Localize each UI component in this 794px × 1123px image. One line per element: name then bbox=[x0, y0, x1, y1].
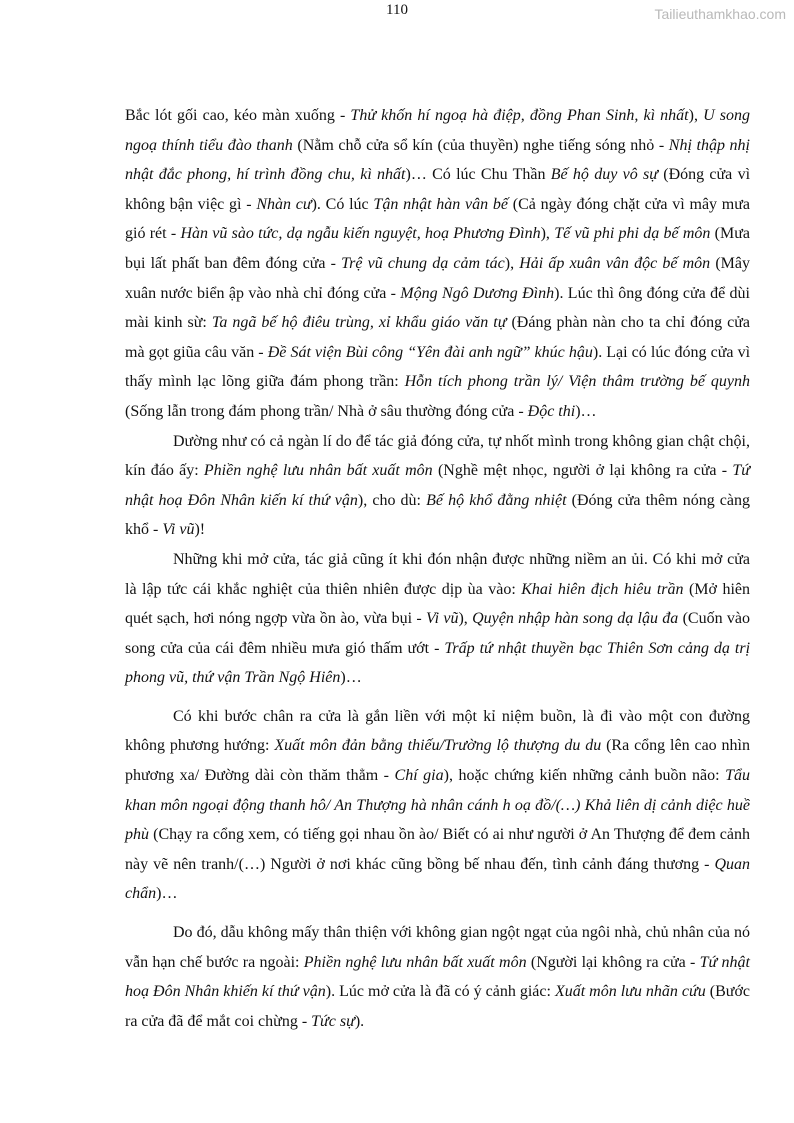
italic-quote-text: Ta ngã bế hộ điêu trùng, xỉ khẩu giáo văn tự bbox=[211, 314, 507, 332]
paragraph bbox=[125, 101, 750, 427]
page-number: 110 bbox=[386, 2, 408, 18]
body-text-segment: )… bbox=[340, 669, 362, 687]
italic-quote-text: Mộng Ngô Dương Đình bbox=[400, 284, 555, 302]
body-text-segment: (Chạy ra cổng xem, có tiếng gọi nhau ồn ào/ Biết có ai như người ở An Thượng để đem cảnh này vẽ nên tranh/(…) Người ở nơi khác cũng bồng bế nhau đến, tình cảnh đáng thương - bbox=[125, 826, 750, 873]
body-text-segment: (Người lại không ra cửa - bbox=[526, 953, 700, 971]
italic-quote-text: Đề Sát viện Bùi công “Yên đài anh ngữ” khúc hậu bbox=[267, 343, 593, 361]
body-text-segment: )… bbox=[575, 402, 597, 420]
body-text-segment: ), bbox=[688, 107, 704, 124]
body-text-segment: Bắc lót gối cao, kéo màn xuống - bbox=[125, 107, 351, 124]
body-text-segment: ). Lúc thì ông đóng cửa để dùi mài kinh sừ: bbox=[125, 284, 750, 332]
italic-quote-text: Tận nhật hàn vân bế bbox=[373, 195, 509, 213]
italic-quote-text: Tức sự bbox=[311, 1012, 355, 1030]
italic-quote-text: Nhị thập nhị nhật đắc phong, hí trình đồng chu, kì nhất bbox=[125, 136, 751, 184]
body-text-segment: ). Lại có lúc đóng cửa vì thấy mình lạc lõng giữa đám phong trần: bbox=[125, 343, 751, 391]
italic-quote-text: Hàn vũ sào tức, dạ ngẫu kiến nguyệt, hoạ Phương Đình bbox=[180, 225, 541, 243]
body-text-segment: ). Lúc mở cửa là đã có ý cảnh giác: bbox=[325, 983, 555, 1001]
italic-quote-text: Trấp tứ nhật thuyền bạc Thiên Sơn cảng dạ trị phong vũ, thứ vận Trần Ngộ Hiên bbox=[125, 639, 751, 687]
italic-quote-text: Bế hộ duy vô sự bbox=[550, 166, 658, 184]
italic-quote-text: Vi vũ bbox=[162, 521, 195, 539]
body-text-segment: ), cho dù: bbox=[357, 491, 427, 509]
paragraph bbox=[125, 427, 750, 545]
italic-quote-text: Phiền nghệ lưu nhân bất xuất môn bbox=[203, 462, 433, 480]
body-text-segment: (Ra cổng lên cao nhìn phương xa/ Đường dài còn thăm thẳm - bbox=[125, 737, 750, 785]
italic-quote-text: Vi vũ bbox=[426, 610, 459, 628]
italic-quote-text: Tế vũ phi phi dạ bế môn bbox=[554, 225, 711, 243]
italic-quote-text: Thử khốn hí ngoạ hà điệp, đồng Phan Sinh, kì nhất bbox=[350, 107, 689, 124]
italic-quote-text: Tứ nhật hoạ Đôn Nhân khiến kí thứ vận bbox=[125, 953, 750, 1001]
italic-quote-text: U song ngoạ thính tiểu đào thanh bbox=[125, 107, 751, 154]
italic-quote-text: Chí gia bbox=[394, 767, 444, 785]
body-text-segment: ), bbox=[540, 225, 555, 243]
paragraph bbox=[125, 702, 750, 909]
body-text-segment: ), bbox=[504, 254, 520, 272]
italic-quote-text: Hải ấp xuân vân độc bế môn bbox=[519, 254, 711, 272]
italic-quote-text: Quyện nhập hàn song dạ lậu đa bbox=[472, 610, 679, 628]
body-text-segment: (Đóng cửa vì không bận việc gì - bbox=[125, 166, 751, 213]
italic-quote-text: Xuất môn đản bằng thiếu/Trường lộ thượng du du bbox=[274, 737, 602, 755]
body-text-segment: (Bước ra cửa đã để mắt coi chừng - bbox=[125, 983, 751, 1030]
italic-quote-text: Khai hiên địch hiêu trần bbox=[521, 580, 684, 598]
paragraph bbox=[125, 918, 750, 1036]
body-text-segment: )… bbox=[156, 885, 178, 903]
italic-quote-text: Tứ nhật hoạ Đôn Nhân kiến kí thứ vận bbox=[125, 462, 751, 509]
body-text-segment: Có khi bước chân ra cửa là gắn liền với một kỉ niệm buồn, là đi vào một con đường không phương hướng: bbox=[125, 707, 750, 755]
body-text-segment: ), bbox=[458, 610, 473, 628]
body-text-segment: (Đáng phàn nàn cho ta chỉ đóng cửa mà gọt giũa câu văn - bbox=[125, 314, 750, 361]
body-text-segment: ), hoặc chứng kiến những cảnh buồn não: bbox=[443, 767, 726, 785]
italic-quote-text: Trệ vũ chung dạ cảm tác bbox=[341, 254, 505, 272]
body-text-segment: (Cuốn vào song cửa của cái đêm nhiều mưa gió thấm ướt - bbox=[125, 610, 751, 657]
body-text-segment: (Mở hiên quét sạch, hơi nóng ngợp vừa ồn ào, vừa bụi - bbox=[125, 580, 751, 628]
watermark: Tailieuthamkhao.com bbox=[654, 6, 786, 22]
body-text-segment: )! bbox=[194, 521, 206, 539]
body-text-segment: ). bbox=[354, 1012, 365, 1030]
italic-quote-text: Nhàn cư bbox=[256, 195, 312, 213]
italic-quote-text: Bế hộ khổ đằng nhiệt bbox=[426, 491, 567, 509]
italic-quote-text: Tẩu khan môn ngoại động thanh hô/ An Thượng hà nhân cánh h oạ đồ/(…) Khả liên dị cảnh diệc huề phù bbox=[125, 767, 751, 844]
italic-quote-text: Độc thi bbox=[527, 402, 576, 420]
body-text-segment: (Mây xuân nước biển ập vào nhà chỉ đóng cửa - bbox=[125, 254, 751, 302]
body-text bbox=[125, 101, 750, 1036]
body-text-segment: (Nghề mệt nhọc, người ở lại không ra cửa - bbox=[432, 462, 733, 480]
body-text-segment: (Đóng cửa thêm nóng càng khổ - bbox=[125, 491, 751, 539]
body-text-segment: (Nằm chỗ cửa sổ kín (của thuyền) nghe tiếng sóng nhỏ - bbox=[292, 136, 669, 154]
italic-quote-text: Hỗn tích phong trần lý/ Viện thâm trường bế quynh bbox=[404, 373, 750, 391]
body-text-segment: Do đó, dẫu không mấy thân thiện với không gian ngột ngạt của ngôi nhà, chủ nhân của nó vẫn hạn chế bước ra ngoài: bbox=[125, 924, 750, 971]
italic-quote-text: Quan chẩn bbox=[125, 855, 750, 903]
body-text-segment: (Sống lẫn trong đám phong trần/ Nhà ở sâu thường đóng cửa - bbox=[125, 402, 528, 420]
italic-quote-text: Xuất môn lưu nhãn cứu bbox=[554, 983, 706, 1001]
body-text-segment: Dường như có cả ngàn lí do để tác giả đóng cửa, tự nhốt mình trong không gian chật chội, kín đáo ấy: bbox=[125, 432, 750, 480]
italic-quote-text: Phiền nghệ lưu nhân bất xuất môn bbox=[303, 953, 527, 971]
paragraph bbox=[125, 545, 750, 693]
body-text-segment: ). Có lúc bbox=[311, 195, 374, 213]
body-text-segment: (Cả ngày đóng chặt cửa vì mây mưa gió rét - bbox=[125, 195, 751, 243]
body-text-segment: )… Có lúc Chu Thần bbox=[405, 166, 551, 184]
body-text-segment: Những khi mở cửa, tác giả cũng ít khi đón nhận được những niềm an ủi. Có khi mở cửa là lập tức cái khắc nghiệt của thiên nhiên được dịp ùa vào: bbox=[125, 550, 750, 598]
body-text-segment: (Mưa bụi lất phất ban đêm đóng cửa - bbox=[125, 225, 751, 272]
